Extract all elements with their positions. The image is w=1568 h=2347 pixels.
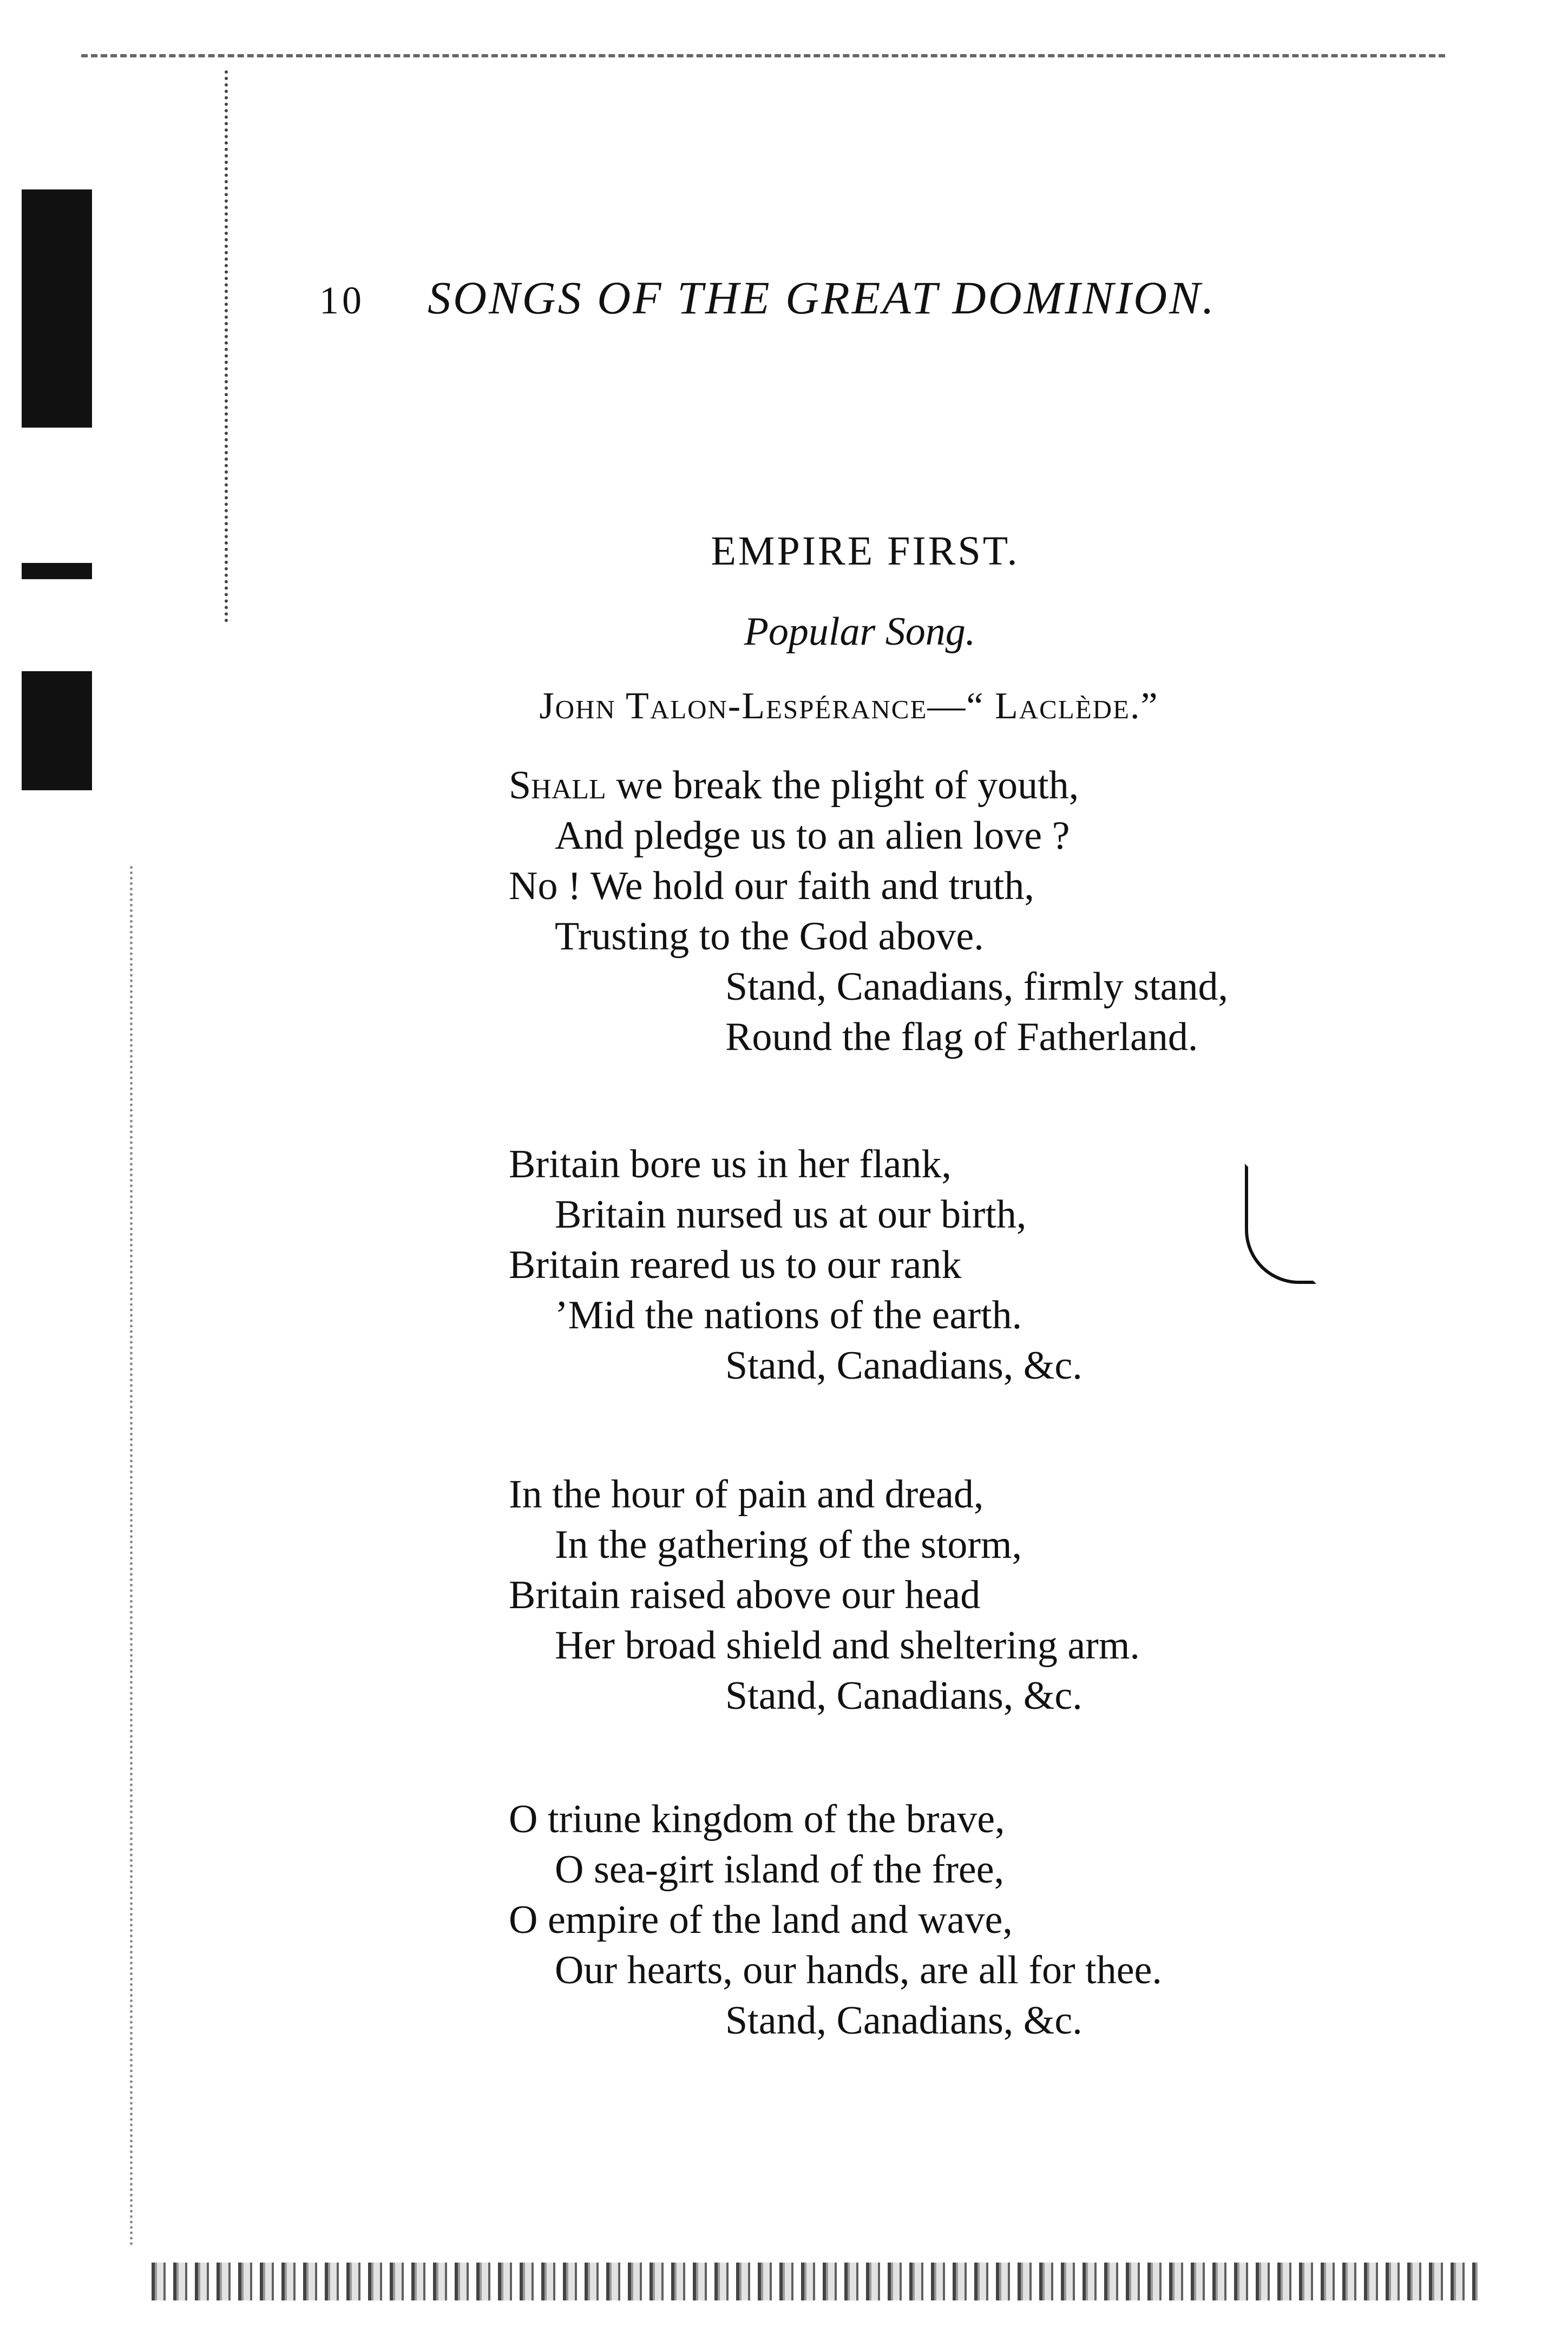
- poem-line: In the hour of pain and dread,: [509, 1472, 984, 1517]
- poem-line: Britain nursed us at our birth,: [555, 1192, 1027, 1237]
- page-number: 10: [319, 279, 365, 322]
- poem-line: Our hearts, our hands, are all for thee.: [555, 1948, 1162, 1992]
- poem-line: O empire of the land and wave,: [509, 1898, 1013, 1942]
- line-text: we break the plight of youth,: [606, 763, 1079, 808]
- poem-author: John Talon-Lespérance—“ Laclède.”: [539, 685, 1159, 727]
- poem-line: In the gathering of the storm,: [555, 1523, 1022, 1567]
- running-title: SONGS OF THE GREAT DOMINION.: [428, 272, 1216, 324]
- poem-subtitle: Popular Song.: [744, 609, 976, 654]
- poem-line: And pledge us to an alien love ?: [555, 814, 1070, 858]
- chorus-line: Stand, Canadians, firmly stand,: [725, 965, 1228, 1009]
- chorus-line: Round the flag of Fatherland.: [725, 1015, 1198, 1059]
- poem-line: O triune kingdom of the brave,: [509, 1797, 1005, 1841]
- stanza-2: [509, 1139, 1537, 1391]
- stanza-3: [509, 1470, 1537, 1721]
- poem-line: Britain raised above our head: [509, 1573, 981, 1617]
- page-bottom-edge: [152, 2263, 1478, 2300]
- stanza-4: [509, 1794, 1537, 2046]
- poem-line: No ! We hold our faith and truth,: [509, 864, 1034, 908]
- running-header: [319, 271, 1348, 336]
- first-word: Shall: [509, 763, 606, 808]
- poem-line: [509, 761, 1537, 811]
- page-left-edge: [130, 866, 133, 2246]
- poem-line: Trusting to the God above.: [555, 914, 984, 959]
- chorus-line: Stand, Canadians, &c.: [725, 1343, 1082, 1388]
- chorus-line: Stand, Canadians, &c.: [725, 1674, 1082, 1718]
- stanza-1: [509, 761, 1537, 1063]
- poem-line: ’Mid the nations of the earth.: [555, 1293, 1022, 1338]
- page-top-edge: [81, 54, 1445, 57]
- scan-artifact-bar-top: [22, 189, 92, 428]
- poem-line: Britain reared us to our rank: [509, 1243, 962, 1287]
- poem-line: O sea-girt island of the free,: [555, 1847, 1005, 1892]
- poem-title: EMPIRE FIRST.: [711, 528, 1020, 574]
- poem-line: Her broad shield and sheltering arm.: [555, 1623, 1140, 1668]
- chorus-line: Stand, Canadians, &c.: [725, 1998, 1082, 2043]
- poem-line: Britain bore us in her flank,: [509, 1142, 952, 1186]
